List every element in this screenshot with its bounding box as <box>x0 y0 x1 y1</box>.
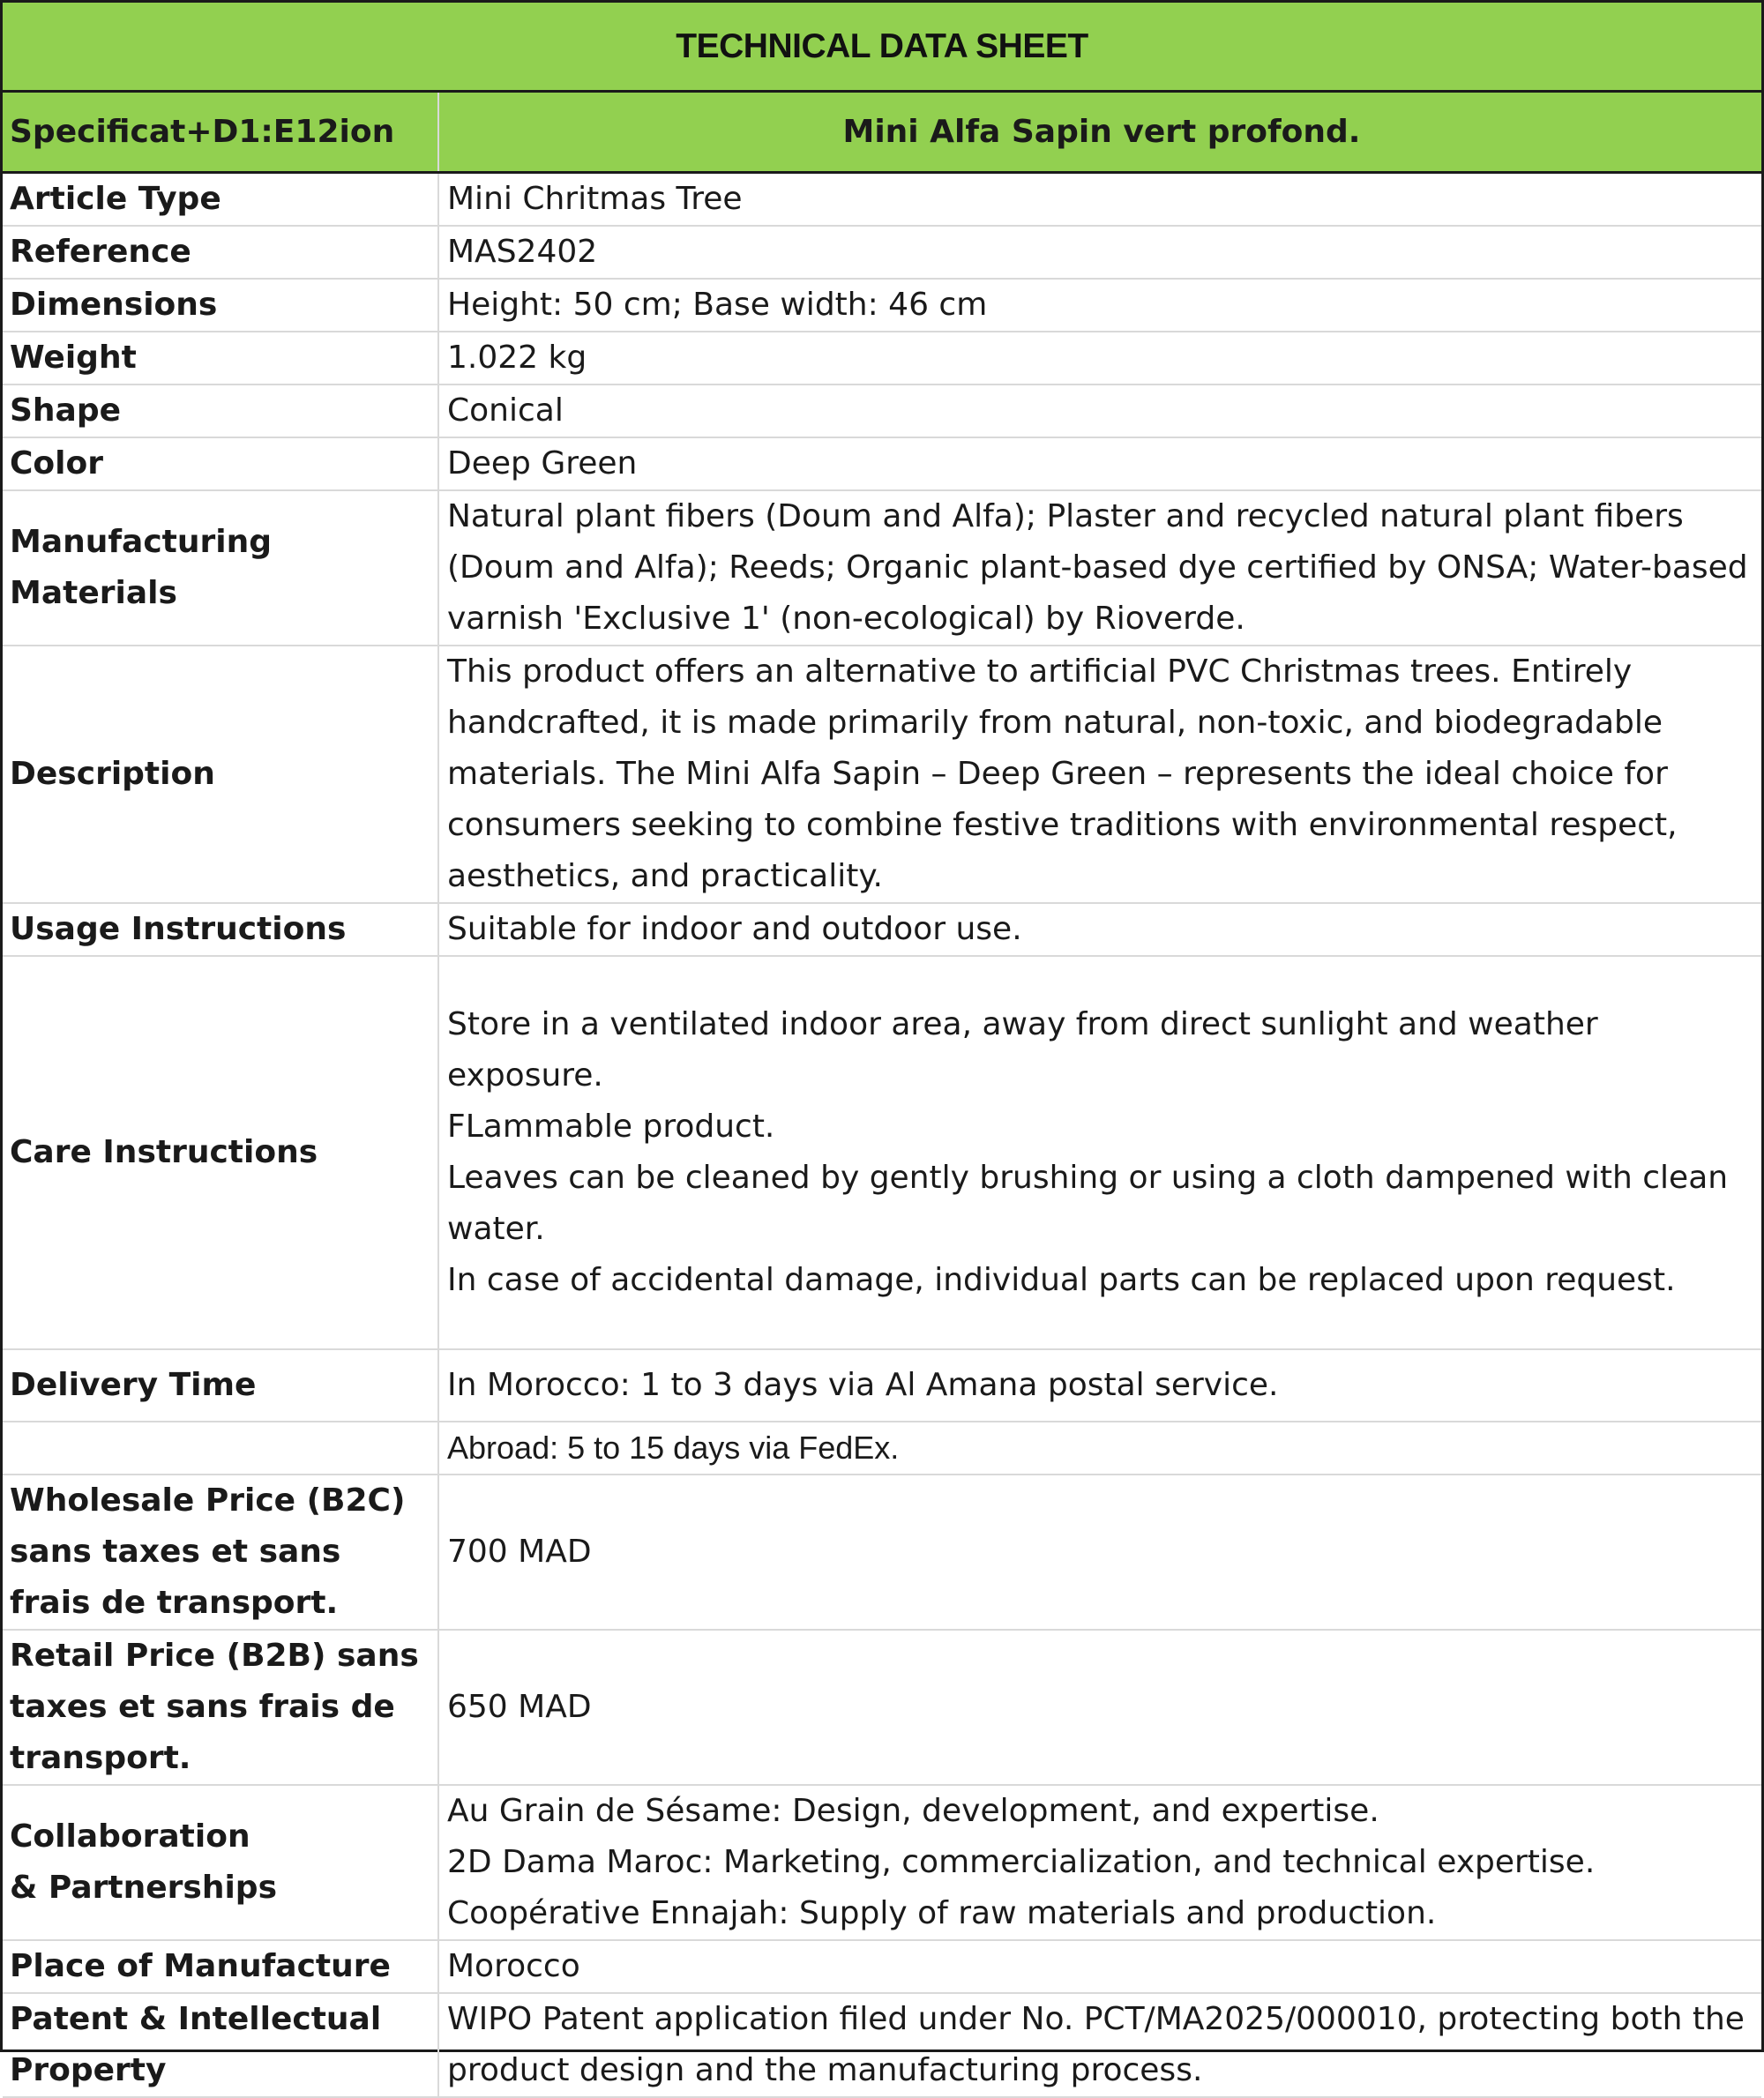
row-label-delivery: Delivery Time <box>3 1349 438 1422</box>
row-label-dimensions: Dimensions <box>3 279 438 332</box>
row-value-delivery-abroad: Abroad: 5 to 15 days via FedEx. <box>438 1422 1761 1475</box>
row-label-materials: Manufacturing Materials <box>3 490 438 646</box>
row-label-color: Color <box>3 437 438 490</box>
table-row <box>3 1349 1761 1422</box>
row-value-materials: Natural plant fibers (Doum and Alfa); Plaster and recycled natural plant fibers (Doum and Alfa); Reeds; Organic plant-based dye certified by ONSA; Water-based varnish 'Exclusive 1' (non-ecological) by Rioverde. <box>438 490 1761 646</box>
row-value-dimensions: Height: 50 cm; Base width: 46 cm <box>438 279 1761 332</box>
partner-line: Au Grain de Sésame: Design, development, and expertise. <box>447 1793 1379 1829</box>
table-row <box>3 1993 1761 2097</box>
table-row <box>3 173 1761 227</box>
row-label-description: Description <box>3 646 438 903</box>
table-row <box>3 956 1761 1349</box>
row-label-usage: Usage Instructions <box>3 903 438 956</box>
row-value-color: Deep Green <box>438 437 1761 490</box>
table-row <box>3 646 1761 903</box>
care-line: In case of accidental damage, individual parts can be replaced upon request. <box>447 1262 1676 1298</box>
table-row <box>3 437 1761 490</box>
row-value-usage: Suitable for indoor and outdoor use. <box>438 903 1761 956</box>
row-value-article-type: Mini Chritmas Tree <box>438 173 1761 227</box>
row-value-weight: 1.022 kg <box>438 332 1761 385</box>
partner-line: Coopérative Ennajah: Supply of raw materials and production. <box>447 1895 1437 1931</box>
collaboration-label-line: Collaboration <box>10 1818 250 1855</box>
table-row <box>3 385 1761 437</box>
table-row <box>3 1422 1761 1475</box>
table-row <box>3 226 1761 279</box>
table-row <box>3 1630 1761 1785</box>
table-row <box>3 490 1761 646</box>
row-value-delivery-morocco: In Morocco: 1 to 3 days via Al Amana postal service. <box>438 1349 1761 1422</box>
table-row <box>3 1475 1761 1630</box>
row-label-reference: Reference <box>3 226 438 279</box>
care-line: FLammable product. <box>447 1109 775 1145</box>
spec-header-label: Specificat+D1:E12ion <box>3 93 438 173</box>
row-value-description: This product offers an alternative to artificial PVC Christmas trees. Entirely handcrafted, it is made primarily from natural, non-toxic, and biodegradable materials. The Mini Alfa Sapin – Deep Green – represents the ideal choice for consumers seeking to combine festive traditions with environmental respect, aesthetics, and practicality. <box>438 646 1761 903</box>
spec-header-row <box>3 93 1761 173</box>
row-label-collaboration <box>3 1785 438 1940</box>
row-value-care <box>438 956 1761 1349</box>
collaboration-label-line: & Partnerships <box>10 1870 277 1906</box>
sheet-title: TECHNICAL DATA SHEET <box>3 3 1761 93</box>
row-label-patent: Patent & Intellectual Property <box>3 1993 438 2097</box>
product-name: Mini Alfa Sapin vert profond. <box>438 93 1761 173</box>
row-value-patent: WIPO Patent application filed under No. PCT/MA2025/000010, protecting both the product design and the manufacturing process. <box>438 1993 1761 2097</box>
care-line: Leaves can be cleaned by gently brushing or using a cloth dampened with clean water. <box>447 1160 1729 1247</box>
row-value-wholesale: 700 MAD <box>438 1475 1761 1630</box>
table-row <box>3 332 1761 385</box>
table-row <box>3 903 1761 956</box>
care-line: Store in a ventilated indoor area, away from direct sunlight and weather exposure. <box>447 1006 1598 1094</box>
row-label-retail: Retail Price (B2B) sans taxes et sans frais de transport. <box>3 1630 438 1785</box>
spec-table <box>3 93 1761 2098</box>
row-label-weight: Weight <box>3 332 438 385</box>
row-value-shape: Conical <box>438 385 1761 437</box>
table-row <box>3 1785 1761 1940</box>
row-value-reference: MAS2402 <box>438 226 1761 279</box>
row-label-shape: Shape <box>3 385 438 437</box>
table-row <box>3 279 1761 332</box>
table-row <box>3 1940 1761 1993</box>
row-label-care: Care Instructions <box>3 956 438 1349</box>
row-label-wholesale: Wholesale Price (B2C) sans taxes et sans frais de transport. <box>3 1475 438 1630</box>
row-label-article-type: Article Type <box>3 173 438 227</box>
row-label-empty <box>3 1422 438 1475</box>
row-label-place: Place of Manufacture <box>3 1940 438 1993</box>
row-value-collaboration <box>438 1785 1761 1940</box>
row-value-retail: 650 MAD <box>438 1630 1761 1785</box>
row-value-place: Morocco <box>438 1940 1761 1993</box>
partner-line: 2D Dama Maroc: Marketing, commercialization, and technical expertise. <box>447 1844 1596 1880</box>
